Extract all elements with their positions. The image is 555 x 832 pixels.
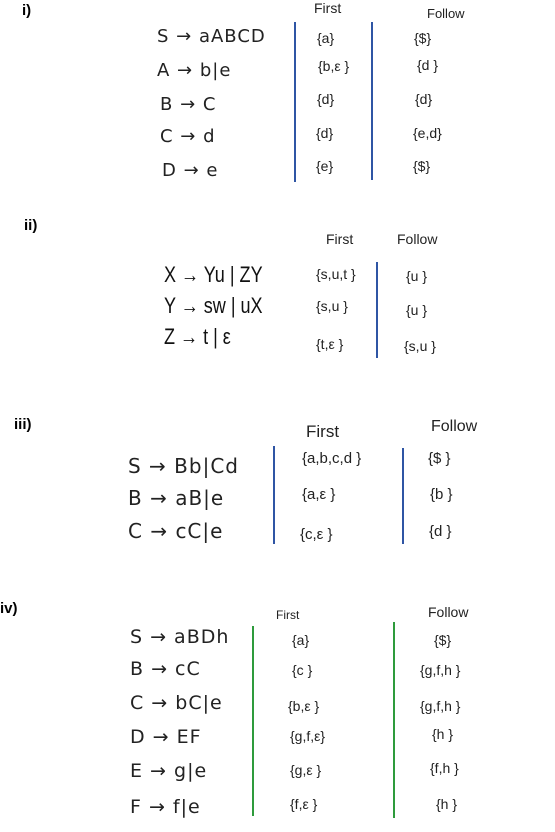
production: B → aB|e xyxy=(128,486,225,510)
production: S → aABCD xyxy=(157,26,266,47)
production: X → Yu | ZY xyxy=(164,262,263,287)
production: S → aBDh xyxy=(130,626,230,648)
first-header: First xyxy=(326,231,354,247)
follow-set: {d } xyxy=(417,57,439,73)
follow-set: {h } xyxy=(432,726,454,742)
first-set: {c } xyxy=(292,662,313,678)
section-label: ii) xyxy=(24,217,38,234)
first-set: {d} xyxy=(316,125,334,141)
follow-set: {$} xyxy=(413,158,431,174)
column-divider xyxy=(393,622,395,818)
column-divider xyxy=(294,22,296,182)
follow-header: Follow xyxy=(428,604,469,620)
first-set: {s,u,t } xyxy=(316,266,356,282)
follow-set: {u } xyxy=(406,268,428,284)
first-set: {g,ε } xyxy=(290,762,322,778)
first-set: {b,ε } xyxy=(288,698,320,714)
production: C → d xyxy=(160,126,216,147)
production: A → b|e xyxy=(157,60,232,81)
first-set: {s,u } xyxy=(316,298,348,314)
first-set: {a} xyxy=(317,30,335,46)
section-label: iv) xyxy=(0,600,18,617)
first-set: {d} xyxy=(317,91,335,107)
follow-set: {g,f,h } xyxy=(420,698,461,714)
first-header: First xyxy=(306,422,340,441)
follow-header: Follow xyxy=(427,6,465,21)
follow-header: Follow xyxy=(397,231,438,247)
production: Y → sw | uX xyxy=(164,293,263,318)
follow-set: {e,d} xyxy=(413,125,442,141)
production: S → Bb|Cd xyxy=(128,454,239,478)
column-divider xyxy=(402,448,404,544)
follow-set: {$ } xyxy=(428,450,451,467)
production: D → e xyxy=(162,160,219,181)
first-set: {f,ε } xyxy=(290,796,318,812)
first-set: {b,ε } xyxy=(318,58,350,74)
follow-set: {u } xyxy=(406,302,428,318)
production: F → f|e xyxy=(130,796,201,818)
first-set: {a,b,c,d } xyxy=(302,450,362,467)
follow-set: {s,u } xyxy=(404,338,436,354)
section-label: i) xyxy=(22,2,32,19)
follow-set: {$} xyxy=(434,632,452,648)
follow-set: {h } xyxy=(436,796,458,812)
first-header: First xyxy=(314,0,342,16)
production: B → C xyxy=(160,94,217,115)
first-set: {c,ε } xyxy=(300,526,333,543)
production: B → cC xyxy=(130,658,201,680)
follow-set: {d} xyxy=(415,91,433,107)
production: C → bC|e xyxy=(130,692,223,714)
column-divider xyxy=(376,262,378,358)
follow-set: {$} xyxy=(414,30,432,46)
follow-set: {f,h } xyxy=(430,760,459,776)
first-set: {t,ε } xyxy=(316,336,344,352)
follow-set: {g,f,h } xyxy=(420,662,461,678)
production: E → g|e xyxy=(130,760,208,782)
follow-header: Follow xyxy=(431,418,478,435)
first-set: {a} xyxy=(292,632,310,648)
follow-set: {d } xyxy=(429,523,452,540)
section-label: iii) xyxy=(14,416,32,433)
column-divider xyxy=(371,22,373,180)
production: Z → t | ε xyxy=(164,324,231,349)
follow-set: {b } xyxy=(430,486,453,503)
column-divider xyxy=(273,446,275,544)
first-header: First xyxy=(276,608,300,622)
production: D → EF xyxy=(130,726,202,748)
production: C → cC|e xyxy=(128,519,224,543)
first-set: {g,f,ε} xyxy=(290,728,326,744)
first-set: {a,ε } xyxy=(302,486,336,503)
column-divider xyxy=(252,626,254,816)
first-set: {e} xyxy=(316,158,334,174)
